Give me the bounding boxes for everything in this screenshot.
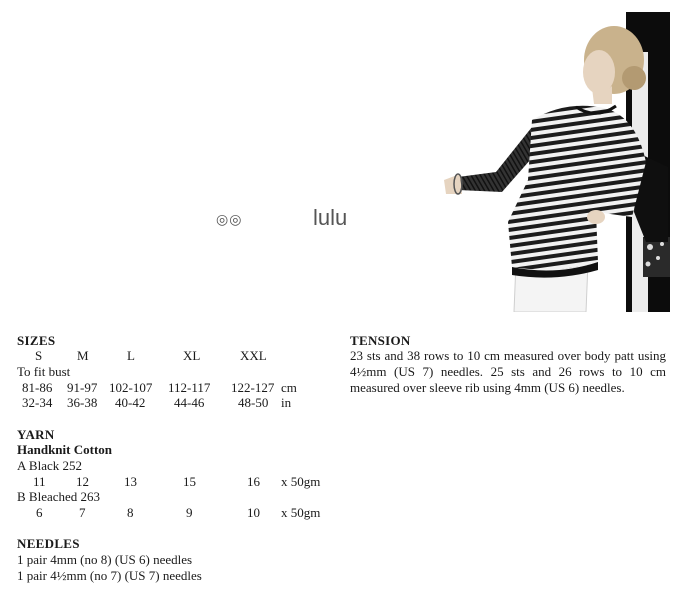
in-unit: in [281, 395, 292, 410]
yarn-qty: 6 [36, 505, 43, 520]
needle-line: 1 pair 4mm (no 8) (US 6) needles [17, 552, 193, 567]
in-value: 36-38 [67, 395, 98, 410]
yarn-qty: 13 [124, 474, 137, 489]
in-value: 40-42 [115, 395, 146, 410]
yarn-qty: 7 [79, 505, 86, 520]
rating-symbol: ◎◎ [216, 212, 243, 228]
size-name: M [77, 348, 89, 363]
needle-line: 1 pair 4½mm (no 7) (US 7) needles [17, 568, 202, 583]
needles-heading: NEEDLES [17, 536, 80, 551]
yarn-name: Handknit Cotton [17, 442, 112, 457]
tension-text: 23 sts and 38 rows to 10 cm measured over body patt using 4½mm (US 7) needles. 25 sts and 26 rows to 10 cm measured over sleeve rib using 4mm (US 6) needles. [350, 348, 666, 395]
in-value: 44-46 [174, 395, 205, 410]
size-name: S [35, 348, 43, 363]
in-value: 32-34 [22, 395, 53, 410]
cm-value: 91-97 [67, 380, 98, 395]
sizes-heading: SIZES [17, 333, 56, 348]
size-name: L [127, 348, 135, 363]
size-name: XL [183, 348, 201, 363]
yarn-colour-a: A Black 252 [17, 458, 82, 473]
fit-label: To fit bust [17, 364, 71, 379]
yarn-qty: 8 [127, 505, 134, 520]
yarn-qty: 11 [33, 474, 46, 489]
yarn-qty: 10 [247, 505, 260, 520]
yarn-qty: 9 [186, 505, 193, 520]
yarn-unit: x 50gm [281, 474, 321, 489]
in-value: 48-50 [238, 395, 269, 410]
yarn-qty: 15 [183, 474, 196, 489]
model-photo [436, 12, 670, 312]
yarn-colour-b: B Bleached 263 [17, 489, 101, 504]
cm-value: 81-86 [22, 380, 53, 395]
yarn-qty: 12 [76, 474, 89, 489]
cm-value: 112-117 [168, 380, 211, 395]
cm-value: 122-127 [231, 380, 275, 395]
yarn-qty: 16 [247, 474, 260, 489]
cm-unit: cm [281, 380, 297, 395]
size-name: XXL [240, 348, 267, 363]
tension-heading: TENSION [350, 333, 411, 348]
cm-value: 102-107 [109, 380, 153, 395]
pattern-title: lulu [313, 205, 348, 230]
yarn-unit: x 50gm [281, 505, 321, 520]
yarn-heading: YARN [17, 427, 55, 442]
